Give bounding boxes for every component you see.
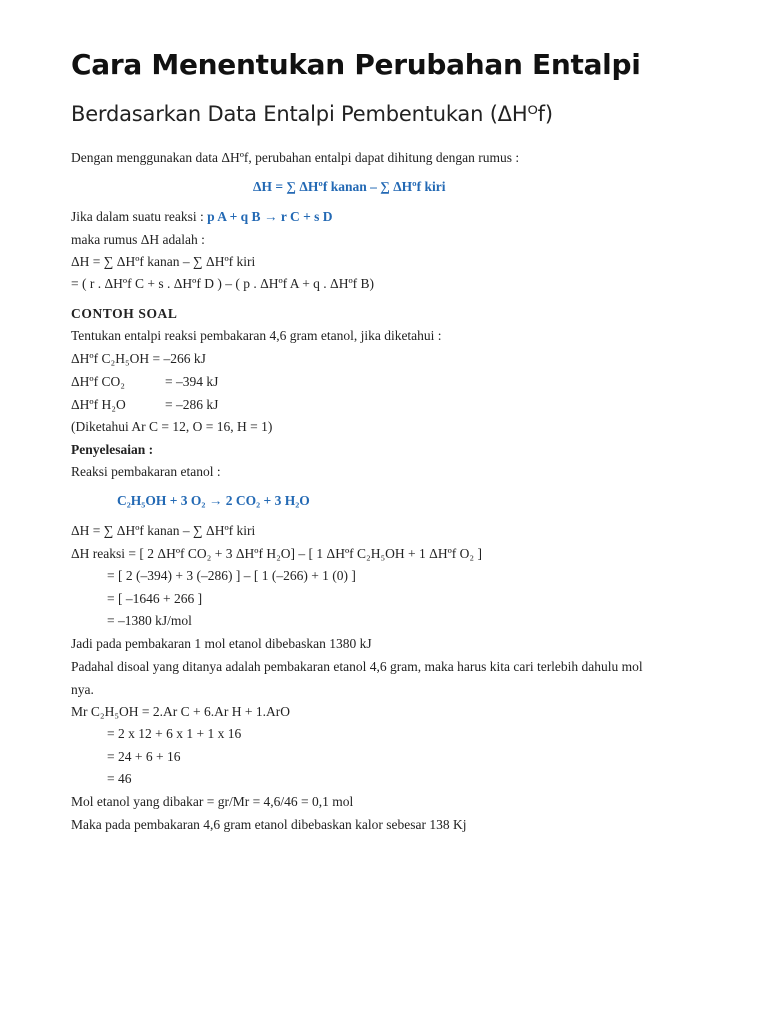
- mr-line-4: = 46: [107, 771, 132, 786]
- calc-line-3: = [ 2 (–394) + 3 (–286) ] – [ 1 (–266) + 1 (0) ]: [107, 568, 356, 583]
- contoh-soal-heading: CONTOH SOAL: [71, 306, 178, 321]
- reaction-line: [71, 208, 333, 226]
- intro-text: Dengan menggunakan data ΔHºf, perubahan entalpi dapat dihitung dengan rumus :: [71, 150, 520, 165]
- mr-line-3: = 24 + 6 + 16: [107, 749, 181, 764]
- page-title: Cara Menentukan Perubahan Entalpi: [71, 48, 641, 81]
- data-line-2: [71, 373, 218, 391]
- rumus-label: maka rumus ΔH adalah :: [71, 232, 205, 247]
- data-line-3: [71, 396, 218, 414]
- calc-line-1: ΔH = ∑ ΔHºf kanan – ∑ ΔHºf kiri: [71, 523, 256, 538]
- general-reaction: p A + q B → r C + s D: [207, 209, 333, 224]
- data-3-label: ΔHºf H₂O: [71, 397, 126, 412]
- data-2-value: = –394 kJ: [165, 374, 219, 389]
- padahal-line-2: nya.: [71, 682, 94, 697]
- mr-line-2: = 2 x 12 + 6 x 1 + 1 x 16: [107, 726, 242, 741]
- soal-text: Tentukan entalpi reaksi pembakaran 4,6 gram etanol, jika diketahui :: [71, 328, 442, 343]
- main-formula: ΔH = ∑ ΔHºf kanan – ∑ ΔHºf kiri: [253, 179, 446, 194]
- diketahui-line: (Diketahui Ar C = 12, O = 16, H = 1): [71, 419, 273, 434]
- rumus-line-1: ΔH = ∑ ΔHºf kanan – ∑ ΔHºf kiri: [71, 254, 256, 269]
- jadi-line: Jadi pada pembakaran 1 mol etanol dibebaskan 1380 kJ: [71, 636, 372, 651]
- calc-line-4: = [ –1646 + 266 ]: [107, 591, 203, 606]
- reaksi-label: Reaksi pembakaran etanol :: [71, 464, 221, 479]
- calc-line-5: = –1380 kJ/mol: [107, 613, 192, 628]
- calc-line-2: ΔH reaksi = [ 2 ΔHºf CO₂ + 3 ΔHºf H₂O] – [ 1 ΔHºf C₂H₅OH + 1 ΔHºf O₂ ]: [71, 546, 482, 561]
- mol-line: Mol etanol yang dibakar = gr/Mr = 4,6/46 = 0,1 mol: [71, 794, 354, 809]
- padahal-line-1: Padahal disoal yang ditanya adalah pembakaran etanol 4,6 gram, maka harus kita cari terlebih dahulu mol: [71, 659, 643, 674]
- rumus-line-2: = ( r . ΔHºf C + s . ΔHºf D ) – ( p . ΔHºf A + q . ΔHºf B): [71, 276, 375, 291]
- mr-line-1: Mr C₂H₅OH = 2.Ar C + 6.Ar H + 1.ArO: [71, 704, 290, 719]
- data-3-value: = –286 kJ: [165, 397, 219, 412]
- data-2-label: ΔHºf CO₂: [71, 374, 125, 389]
- reaction-prefix: Jika dalam suatu reaksi :: [71, 209, 208, 224]
- penyelesaian-heading: Penyelesaian :: [71, 442, 154, 457]
- page-subtitle: Berdasarkan Data Entalpi Pembentukan (ΔHᴼf): [71, 102, 553, 126]
- data-line-1: ΔHºf C₂H₅OH = –266 kJ: [71, 351, 206, 366]
- specific-reaction: C₂H₅OH + 3 O₂ → 2 CO₂ + 3 H₂O: [117, 493, 310, 508]
- kesimpulan-line: Maka pada pembakaran 4,6 gram etanol dibebaskan kalor sebesar 138 Kj: [71, 817, 467, 832]
